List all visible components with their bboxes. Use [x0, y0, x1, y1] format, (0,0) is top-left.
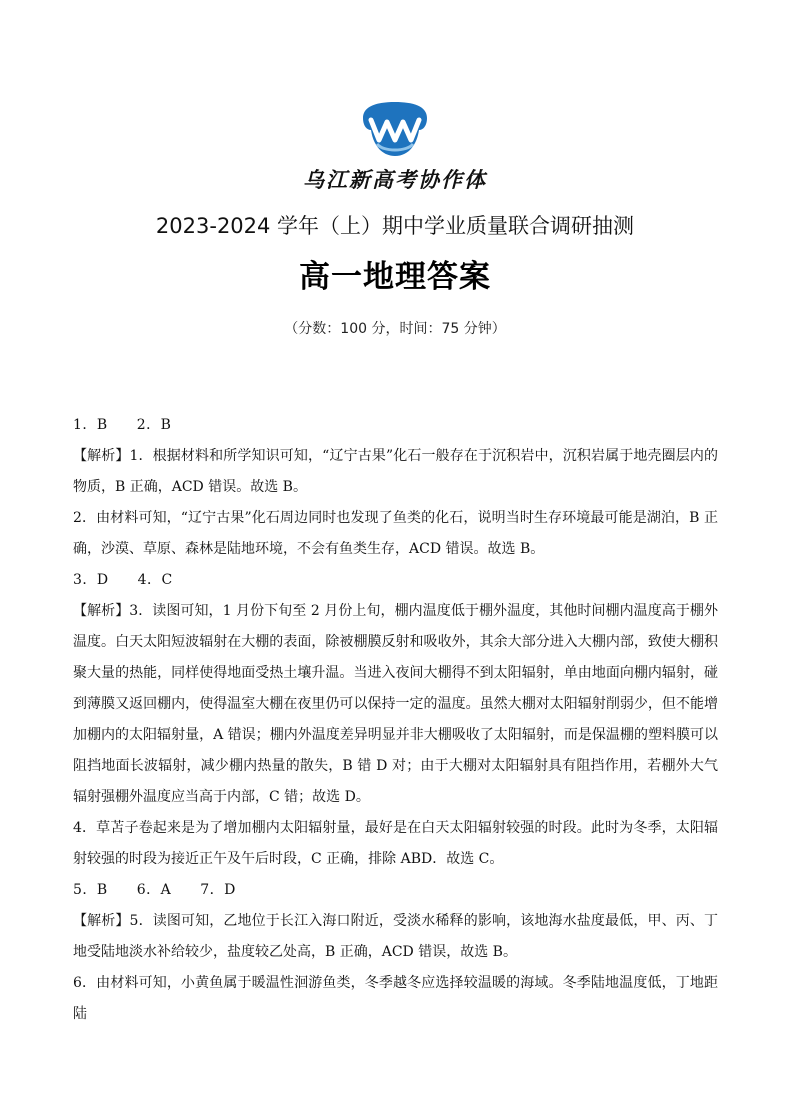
wave-logo-icon: [357, 100, 433, 164]
exam-title: 2023-2024 学年（上）期中学业质量联合调研抽测: [155, 214, 635, 238]
analysis-paragraph: 6．由材料可知，小黄鱼属于暖温性洄游鱼类，冬季越冬应选择较温暖的海域。冬季陆地温度低，丁地距陆: [73, 975, 718, 1022]
answer-content: [73, 410, 718, 1030]
answer-line: 1．B 2．B: [73, 417, 172, 433]
answer-line: 3．D 4．C: [73, 572, 173, 588]
subject-title: 高一地理答案: [299, 259, 491, 295]
analysis-paragraph: 【解析】5．读图可知，乙地位于长江入海口附近，受淡水稀释的影响，该地海水盐度最低，甲、丙、丁地受陆地淡水补给较少，盐度较乙处高，B 正确，ACD 错误，故选 B。: [73, 913, 718, 960]
analysis-paragraph: 【解析】3．读图可知，1 月份下旬至 2 月份上旬，棚内温度低于棚外温度，其他时间棚内温度高于棚外温度。白天太阳短波辐射在大棚的表面，除被棚膜反射和吸收外，其余大部分进入大棚内部，致使大棚积聚大量的热能，同样使得地面受热土壤升温。当进入夜间大棚得不到太阳辐射，单由地面向棚内辐射，碰到薄膜又返回棚内，使得温室大棚在夜里仍可以保持一定的温度。虽然大棚对太阳辐射削弱少，但不能增加棚内的太阳辐射量，A 错误；棚内外温度差异明显并非大棚吸收了太阳辐射，而是保温棚的塑料膜可以阻挡地面长波辐射，减少棚内热量的散失，B 错 D 对；由于大棚对太阳辐射具有阻挡作用，若棚外大气辐射强棚外温度应当高于内部，C 错；故选 D。: [73, 603, 718, 805]
analysis-paragraph: 2．由材料可知，“辽宁古果”化石周边同时也发现了鱼类的化石，说明当时生存环境最可能是湖泊，B 正确，沙漠、草原、森林是陆地环境，不会有鱼类生存，ACD 错误。故选 B。: [73, 510, 718, 557]
analysis-paragraph: 【解析】1．根据材料和所学知识可知，“辽宁古果”化石一般存在于沉积岩中，沉积岩属于地壳圈层内的物质，B 正确，ACD 错误。故选 B。: [73, 448, 718, 495]
logo: [0, 100, 790, 200]
analysis-paragraph: 4．草苫子卷起来是为了增加棚内太阳辐射量，最好是在白天太阳辐射较强的时段。此时为冬季，太阳辐射较强的时段为接近正午及午后时段，C 正确，排除 ABD．故选 C。: [73, 820, 718, 867]
score-info: （分数：100 分，时间：75 分钟）: [284, 321, 506, 337]
answer-line: 5．B 6．A 7．D: [73, 882, 236, 898]
logo-text: 乌江新高考协作体: [303, 168, 487, 192]
